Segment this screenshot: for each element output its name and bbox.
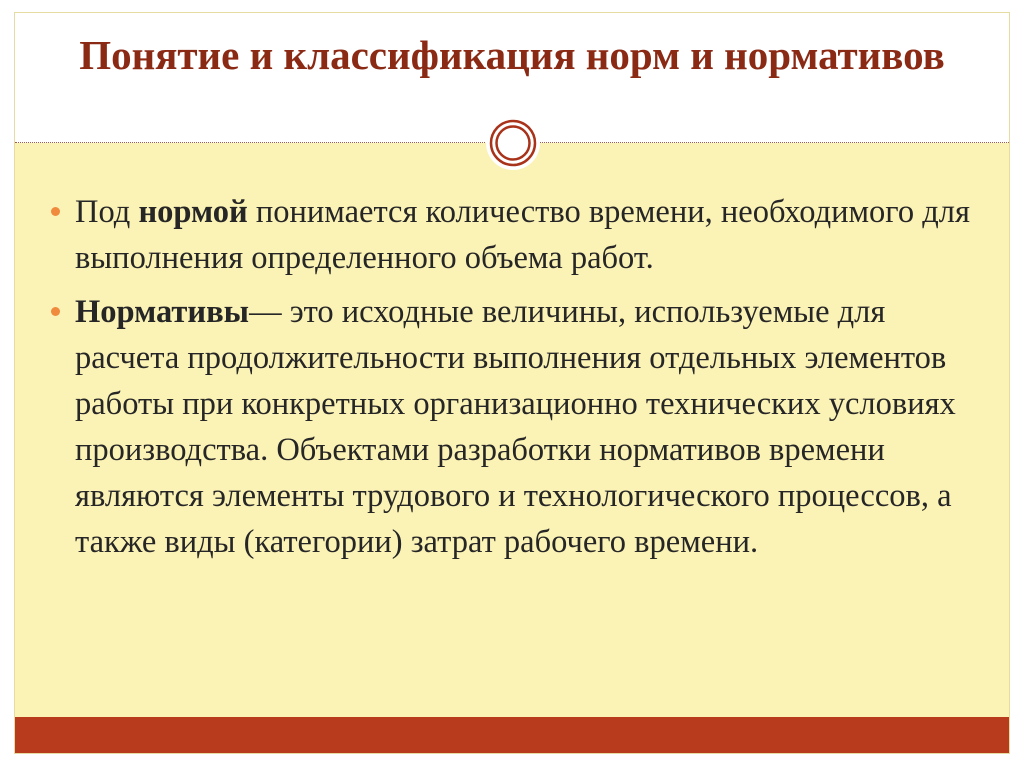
- bullet-prefix: Под: [75, 194, 139, 230]
- bullet-term: нормой: [138, 194, 248, 230]
- bullet-dot-icon: [51, 307, 60, 316]
- bullet-dot-icon: [51, 207, 60, 216]
- double-circle-ornament-icon: [484, 114, 542, 172]
- slide-title: Понятие и классификация норм и нормативов: [79, 32, 945, 78]
- bullet-term: Нормативы: [75, 294, 250, 330]
- bullet-item-normatives: [51, 289, 981, 565]
- bullet-text: понимается количество времени, необходимого для выполнения определенного объема работ.: [75, 194, 970, 276]
- bottom-accent-bar: [15, 717, 1009, 753]
- bullet-item-norm: [51, 189, 981, 281]
- bullet-text: — это исходные величины, используемые для расчета продолжительности выполнения отдельных элементов работы при конкретных организационно технических условиях производства. Объектами разработки нормативов времени являются элементы трудового и технологического процессов, а также виды (категории) затрат рабочего времени.: [75, 294, 956, 560]
- slide: [14, 12, 1010, 754]
- slide-body: [51, 189, 981, 573]
